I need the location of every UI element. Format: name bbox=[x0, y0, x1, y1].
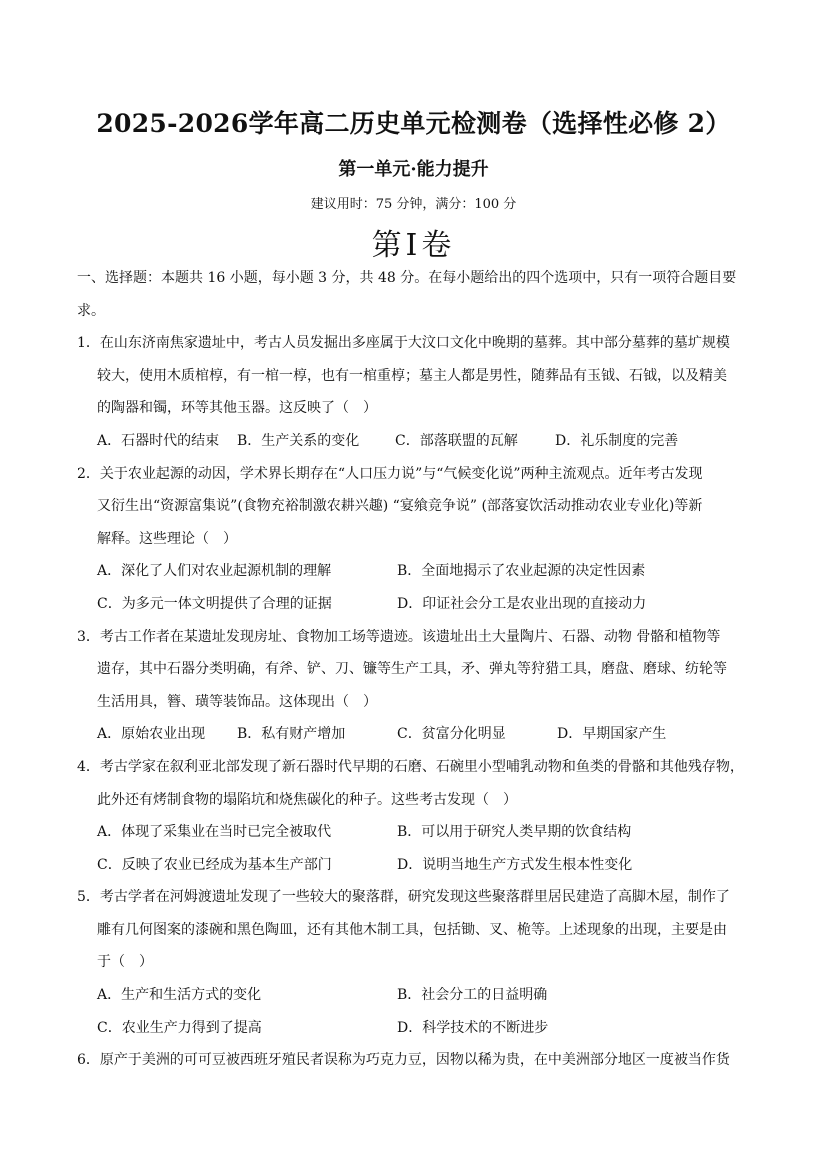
time-score-info: 建议用时：75 分钟，满分：100 分 bbox=[310, 197, 517, 212]
question-text: 遗存，其中石器分类明确，有斧、铲、刀、镰等生产工具，矛、弹丸等狩猎工具，磨盘、磨球、纺轮等 bbox=[97, 661, 727, 678]
question-text: 5．考古学者在河姆渡遗址发现了一些较大的聚落群，研究发现这些聚落群里居民建造了高脚木屋，制作了 bbox=[77, 889, 730, 906]
question-text: 4．考古学家在叙利亚北部发现了新石器时代早期的石磨、石碗里小型哺乳动物和鱼类的骨骼和其他残存物， bbox=[77, 758, 744, 775]
option-c[interactable]: C．反映了农业已经成为基本生产部门 bbox=[97, 856, 332, 873]
option-d[interactable]: D．印证社会分工是农业出现的直接动力 bbox=[397, 595, 647, 612]
question-text: 较大，使用木质棺椁，有一棺一椁，也有一棺重椁；墓主人都是男性，随葬品有玉钺、石钺，以及精美 bbox=[97, 367, 727, 384]
option-a[interactable]: A．深化了人们对农业起源机制的理解 bbox=[97, 563, 332, 580]
option-a[interactable]: A．生产和生活方式的变化 bbox=[97, 987, 262, 1004]
question-text: 的陶器和镯，环等其他玉器。这反映了（ ） bbox=[97, 400, 377, 417]
question-text: 又衍生出“资源富集说”(食物充裕制激农耕兴趣) “宴飨竞争说” (部落宴饮活动推动农业专业化)等新 bbox=[97, 498, 703, 515]
option-c[interactable]: C．农业生产力得到了提高 bbox=[97, 1019, 262, 1036]
option-d[interactable]: D．早期国家产生 bbox=[557, 726, 667, 743]
question-text: 生活用具，簪、璜等装饰品。这体现出（ ） bbox=[97, 693, 377, 710]
question-text: 1．在山东济南焦家遗址中，考古人员发掘出多座属于大汶口文化中晚期的墓葬。其中部分墓葬的墓圹规模 bbox=[77, 335, 730, 352]
option-d[interactable]: D．科学技术的不断进步 bbox=[397, 1019, 549, 1036]
question-text: 此外还有烤制食物的塌陷坑和烧焦碳化的种子。这些考古发现（ ） bbox=[97, 791, 517, 808]
options-row bbox=[77, 849, 757, 882]
question-5 bbox=[77, 881, 757, 1044]
option-a[interactable]: A．石器时代的结束 bbox=[97, 432, 220, 449]
options-row bbox=[77, 718, 757, 751]
question-text: 于（ ） bbox=[97, 954, 153, 971]
question-text: 雕有几何图案的漆碗和黑色陶皿，还有其他木制工具，包括锄、叉、桅等。上述现象的出现，主要是由 bbox=[97, 921, 727, 938]
option-d[interactable]: D．礼乐制度的完善 bbox=[555, 432, 679, 449]
option-a[interactable]: A．原始农业出现 bbox=[97, 726, 206, 743]
option-c[interactable]: C．部落联盟的瓦解 bbox=[395, 432, 518, 449]
section-heading-cont: 求。 bbox=[77, 302, 105, 319]
question-1 bbox=[77, 327, 757, 457]
exam-body bbox=[77, 262, 757, 1077]
options-row bbox=[77, 425, 757, 458]
question-3 bbox=[77, 621, 757, 751]
question-text: 6．原产于美洲的可可豆被西班牙殖民者误称为巧克力豆，因物以稀为贵，在中美洲部分地区一度被当作货 bbox=[77, 1052, 730, 1069]
option-d[interactable]: D．说明当地生产方式发生根本性变化 bbox=[397, 856, 633, 873]
unit-subtitle: 第一单元·能力提升 bbox=[338, 159, 489, 180]
volume-heading: 第Ⅰ卷 bbox=[371, 228, 456, 263]
option-b[interactable]: B．全面地揭示了农业起源的决定性因素 bbox=[397, 563, 646, 580]
option-b[interactable]: B．私有财产增加 bbox=[237, 726, 346, 743]
question-text: 2．关于农业起源的动因，学术界长期存在“人口压力说”与“气候变化说”两种主流观点。近年考古发现 bbox=[77, 465, 703, 482]
options-row bbox=[77, 816, 757, 849]
option-b[interactable]: B．社会分工的日益明确 bbox=[397, 987, 548, 1004]
option-c[interactable]: C．为多元一体文明提供了合理的证据 bbox=[97, 595, 332, 612]
options-row bbox=[77, 979, 757, 1012]
section-heading: 一、选择题：本题共 16 小题，每小题 3 分，共 48 分。在每小题给出的四个选项中，只有一项符合题目要 bbox=[77, 270, 737, 286]
option-b[interactable]: B．生产关系的变化 bbox=[237, 432, 360, 449]
options-row bbox=[77, 588, 757, 621]
option-a[interactable]: A．体现了采集业在当时已完全被取代 bbox=[97, 824, 332, 841]
option-b[interactable]: B．可以用于研究人类早期的饮食结构 bbox=[397, 824, 632, 841]
options-row bbox=[77, 555, 757, 588]
question-text: 3．考古工作者在某遗址发现房址、食物加工场等遗迹。该遗址出土大量陶片、石器、动物 骨骼和植物等 bbox=[77, 628, 721, 645]
question-6 bbox=[77, 1044, 757, 1077]
option-c[interactable]: C．贫富分化明显 bbox=[397, 726, 506, 743]
question-text: 解释。这些理论（ ） bbox=[97, 530, 237, 547]
question-4 bbox=[77, 751, 757, 881]
question-2 bbox=[77, 458, 757, 621]
page-title: 2025-2026学年高二历史单元检测卷（选择性必修 2） bbox=[96, 109, 731, 138]
options-row bbox=[77, 1012, 757, 1045]
